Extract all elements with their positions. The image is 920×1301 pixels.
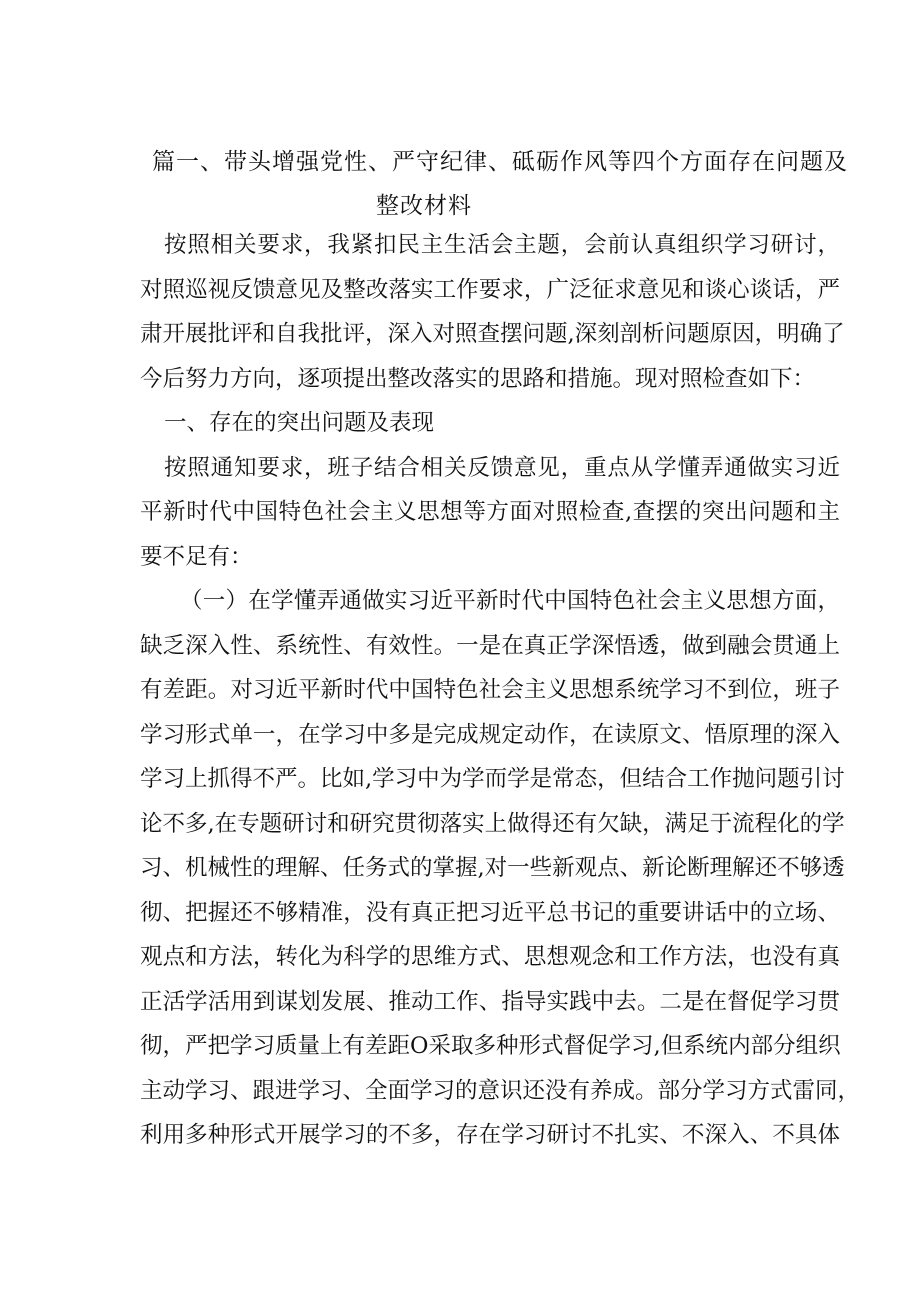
paragraph-line: 对照巡视反馈意见及整改落实工作要求，广泛征求意见和谈心谈话，严: [140, 276, 840, 303]
title-line-2: 整改材料: [376, 193, 472, 219]
paragraph-line: 学习上抓得不严。比如,学习中为学而学是常态，但结合工作抛问题引讨: [140, 766, 845, 792]
paragraph-line: 习、机械性的理解、任务式的掌握,对一些新观点、新论断理解还不够透: [140, 855, 845, 881]
document-body: [140, 223, 861, 1158]
paragraph-line: 按照相关要求，我紧扣民主生活会主题，会前认真组织学习研讨，: [164, 232, 840, 258]
paragraph-line: 正活学活用到谋划发展、推动工作、指导实践中去。二是在督促学习贯: [140, 988, 840, 1015]
paragraph-line: 学习形式单一，在学习中多是完成规定动作，在读原文、悟原理的深入: [140, 721, 840, 748]
paragraph-line: 今后努力方向，逐项提出整改落实的思路和措施。现对照检查如下：: [140, 365, 816, 392]
subsection-line: （一）在学懂弄通做实习近平新时代中国特色社会主义思想方面，: [180, 588, 840, 614]
section-heading: 一、存在的突出问题及表现: [164, 410, 435, 436]
title-line-1: 篇一、带头增强党性、严守纪律、砥砺作风等四个方面存在问题及: [152, 149, 848, 175]
paragraph-line: 彻，严把学习质量上有差距O采取多种形式督促学习,但系统内部分组织: [140, 1033, 841, 1059]
paragraph-line: 肃开展批评和自我批评，深入对照查摆问题,深刻剖析问题原因，明确了: [140, 321, 845, 347]
paragraph-line: 要不足有：: [140, 543, 253, 570]
paragraph-line: 论不多,在专题研讨和研究贯彻落实上做得还有欠缺，满足于流程化的学: [140, 810, 845, 837]
paragraph-line: 平新时代中国特色社会主义思想等方面对照检查,查摆的突出问题和主: [140, 499, 840, 525]
paragraph-line: 彻、把握还不够精准，没有真正把习近平总书记的重要讲话中的立场、: [140, 899, 840, 926]
paragraph-line: 利用多种形式开展学习的不多，存在学习研讨不扎实、不深入、不具体: [140, 1122, 840, 1148]
paragraph-line: 缺乏深入性、系统性、有效性。一是在真正学深悟透，做到融会贯通上: [140, 632, 840, 659]
document-title: [140, 140, 860, 228]
paragraph-line: 按照通知要求，班子结合相关反馈意见，重点从学懂弄通做实习近: [164, 454, 840, 481]
paragraph-line: 有差距。对习近平新时代中国特色社会主义思想系统学习不到位，班子: [140, 677, 840, 703]
paragraph-line: 主动学习、跟进学习、全面学习的意识还没有养成。部分学习方式雷同，: [140, 1077, 861, 1104]
paragraph-line: 观点和方法，转化为科学的思维方式、思想观念和工作方法，也没有真: [140, 944, 840, 970]
